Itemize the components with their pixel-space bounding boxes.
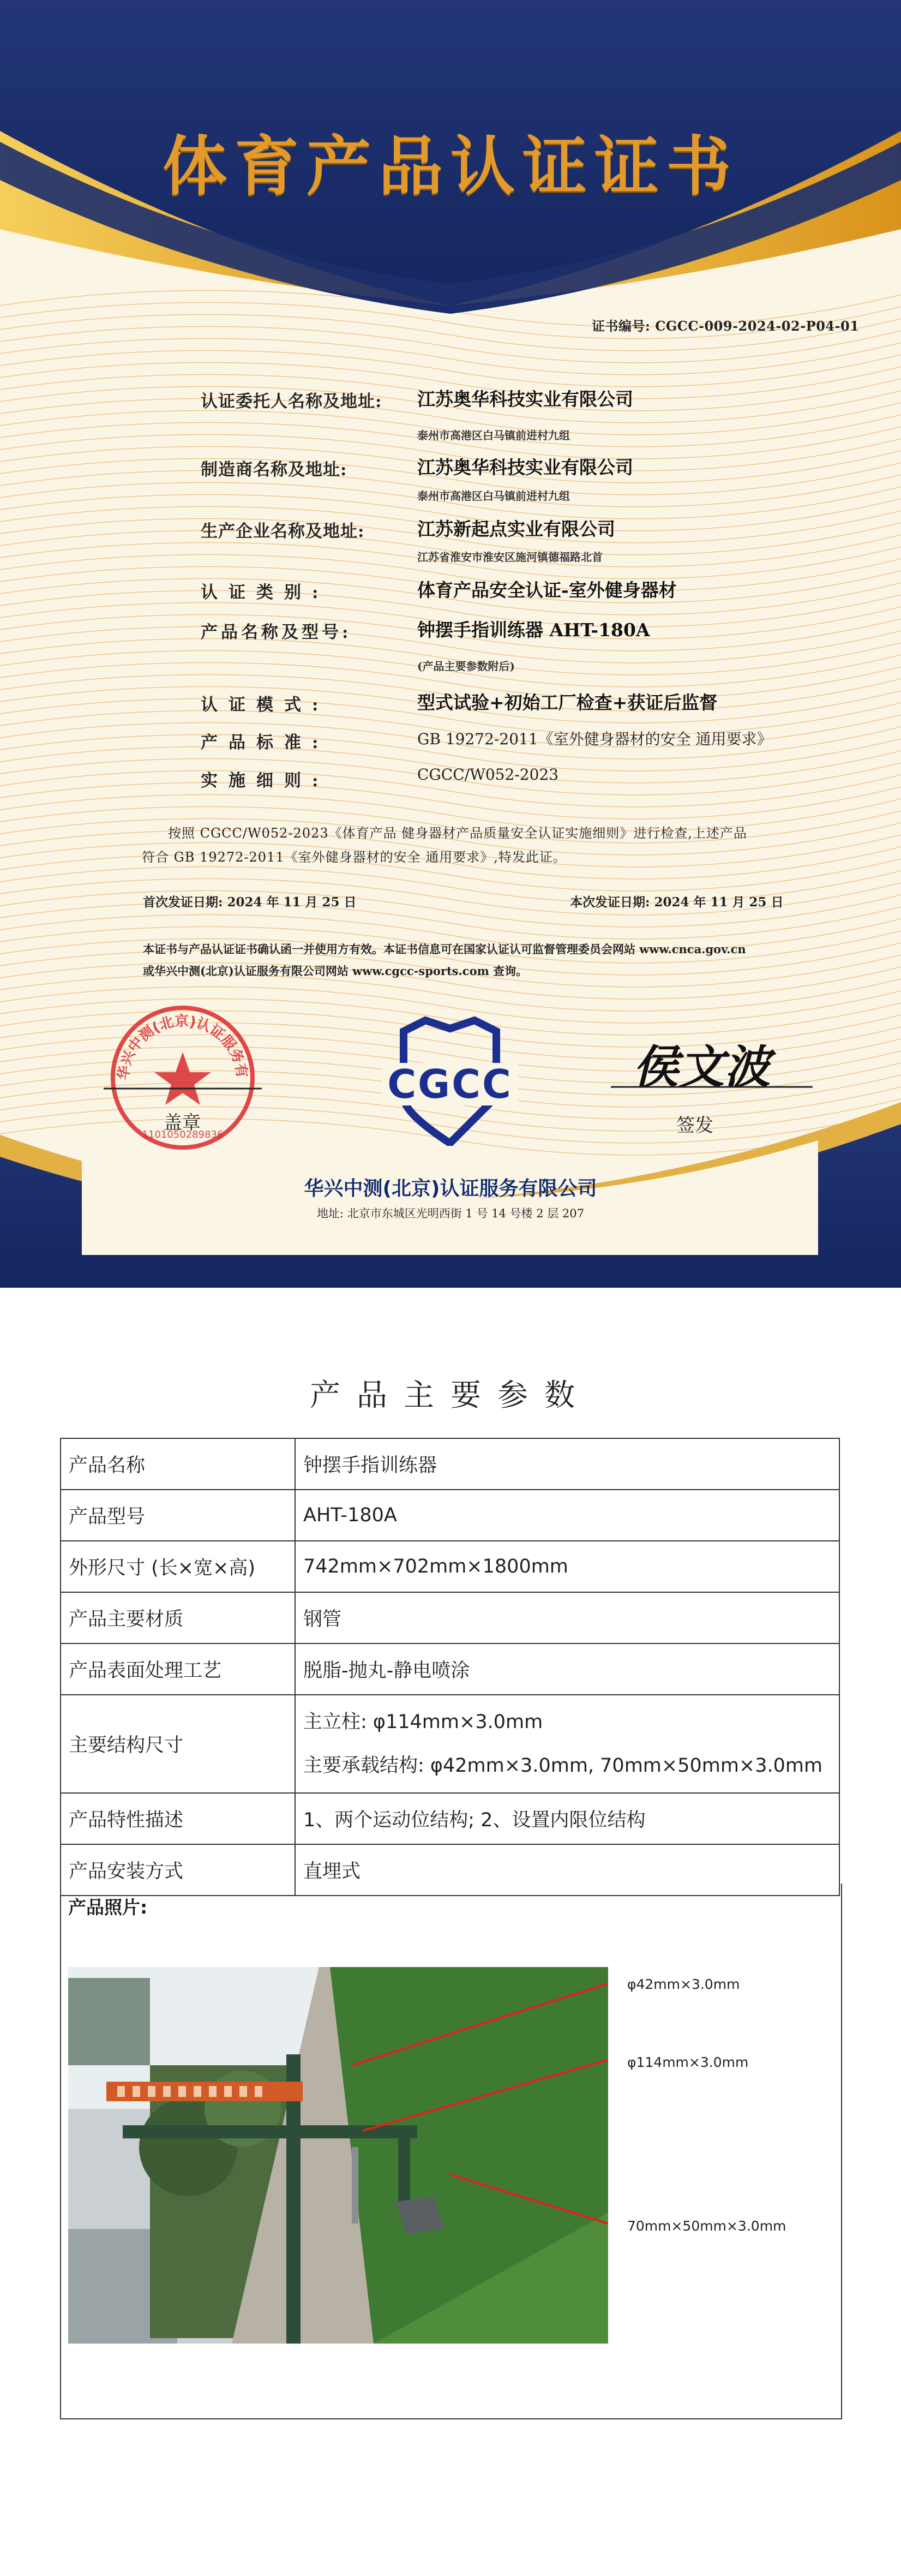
svg-text:侯文波: 侯文波 <box>633 1040 771 1094</box>
structure-main-column: 主立柱: φ114mm×3.0mm <box>303 1711 543 1733</box>
client-label: 认证委托人名称及地址: <box>201 392 382 411</box>
param-value: 742mm×702mm×1800mm <box>295 1541 839 1592</box>
mode-value: 型式试验+初始工厂检查+获证后监督 <box>417 692 718 713</box>
factory-label: 生产企业名称及地址: <box>201 522 365 541</box>
standard-label: 产品标准: <box>201 733 329 752</box>
param-value: 1、两个运动位结构; 2、设置内限位结构 <box>295 1793 839 1844</box>
certificate-title: 体育产品认证证书 <box>162 129 738 204</box>
manufacturer-address: 泰州市高港区白马镇前进村九组 <box>417 489 570 503</box>
table-row <box>61 1592 839 1643</box>
annotation-42: φ42mm×3.0mm <box>627 1976 740 1992</box>
param-key: 产品主要材质 <box>61 1592 295 1643</box>
param-key: 产品特性描述 <box>61 1793 295 1844</box>
param-key: 产品名称 <box>61 1438 295 1490</box>
param-key: 产品表面处理工艺 <box>61 1643 295 1695</box>
param-value: 钢管 <box>295 1592 839 1643</box>
product-params-note: (产品主要参数附后) <box>417 660 515 673</box>
structure-bearing: 主要承载结构: φ42mm×3.0mm, 70mm×50mm×3.0mm <box>303 1755 823 1777</box>
issuer-name: 华兴中测(北京)认证服务有限公司 <box>304 1178 597 1200</box>
product-value: 钟摆手指训练器 AHT-180A <box>417 619 650 641</box>
mode-label: 认证模式: <box>201 695 329 715</box>
product-label: 产品名称及型号: <box>201 623 352 642</box>
signature <box>611 1037 818 1102</box>
annotation-114: φ114mm×3.0mm <box>627 2054 749 2070</box>
param-value: 钟摆手指训练器 <box>295 1438 839 1490</box>
table-row <box>61 1490 839 1541</box>
category-value: 体育产品安全认证-室外健身器材 <box>417 579 677 601</box>
factory-address: 江苏省淮安市淮安区施河镇德福路北首 <box>417 551 603 564</box>
standard-value: GB 19272-2011《室外健身器材的安全 通用要求》 <box>417 730 772 748</box>
param-value: 直埋式 <box>295 1844 839 1896</box>
client-address: 泰州市高港区白马镇前进村九组 <box>417 429 570 442</box>
table-row <box>61 1695 839 1793</box>
param-key: 主要结构尺寸 <box>61 1695 295 1793</box>
parameters-title: 产品主要参数 <box>310 1378 591 1413</box>
current-issue-date: 本次发证日期: 2024 年 11 月 25 日 <box>570 895 784 910</box>
table-row <box>61 1793 839 1844</box>
rules-label: 实施细则: <box>201 771 329 791</box>
photo-label: 产品照片: <box>68 1897 148 1918</box>
param-key: 产品型号 <box>61 1490 295 1541</box>
svg-text:华兴中测(北京)认证服务有限公司: 华兴中测(北京)认证服务有 <box>115 1013 250 1081</box>
svg-text:CGCC: CGCC <box>387 1061 513 1107</box>
verification-note: 本证书与产品认证证书确认函一并使用方有效。本证书信息可在国家认证认可监督管理委员会网站 www.cnca.gov.cn 或华兴中测(北京)认证服务有限公司网站 www.cgcc-sports.com 查询。 <box>143 942 746 978</box>
sign-caption: 签发 <box>676 1115 713 1137</box>
rules-value: CGCC/W052-2023 <box>417 766 559 784</box>
svg-text:1101050289836: 1101050289836 <box>142 1129 224 1140</box>
table-row <box>61 1643 839 1695</box>
certificate-statement: 按照 CGCC/W052-2023《体育产品 健身器材产品质量安全认证实施细则》进行检查,上述产品符合 GB 19272-2011《室外健身器材的安全 通用要求》,特发此证。 <box>142 826 747 865</box>
certificate-serial: 证书编号: CGCC-009-2024-02-P04-01 <box>592 318 860 334</box>
product-photo <box>68 1967 608 2344</box>
param-value <box>295 1695 839 1793</box>
issuer-address: 地址: 北京市东城区光明西街 1 号 14 号楼 2 层 207 <box>316 1207 584 1220</box>
factory-value: 江苏新起点实业有限公司 <box>417 518 615 540</box>
parameters-table <box>60 1438 840 1896</box>
client-value: 江苏奥华科技实业有限公司 <box>417 389 633 410</box>
table-row <box>61 1438 839 1490</box>
param-value: AHT-180A <box>295 1490 839 1541</box>
cgcc-logo <box>371 1015 529 1146</box>
parameters-page <box>0 1288 901 2576</box>
table-row <box>61 1541 839 1592</box>
param-key: 产品安装方式 <box>61 1844 295 1896</box>
param-key: 外形尺寸 (长×宽×高) <box>61 1541 295 1592</box>
seal-caption: 盖章 <box>164 1112 201 1134</box>
annotation-70x50: 70mm×50mm×3.0mm <box>627 2218 786 2234</box>
param-value: 脱脂-抛丸-静电喷涂 <box>295 1643 839 1695</box>
category-label: 认证类别: <box>201 583 329 602</box>
manufacturer-label: 制造商名称及地址: <box>201 460 347 480</box>
manufacturer-value: 江苏奥华科技实业有限公司 <box>417 457 633 478</box>
first-issue-date: 首次发证日期: 2024 年 11 月 25 日 <box>143 895 357 910</box>
